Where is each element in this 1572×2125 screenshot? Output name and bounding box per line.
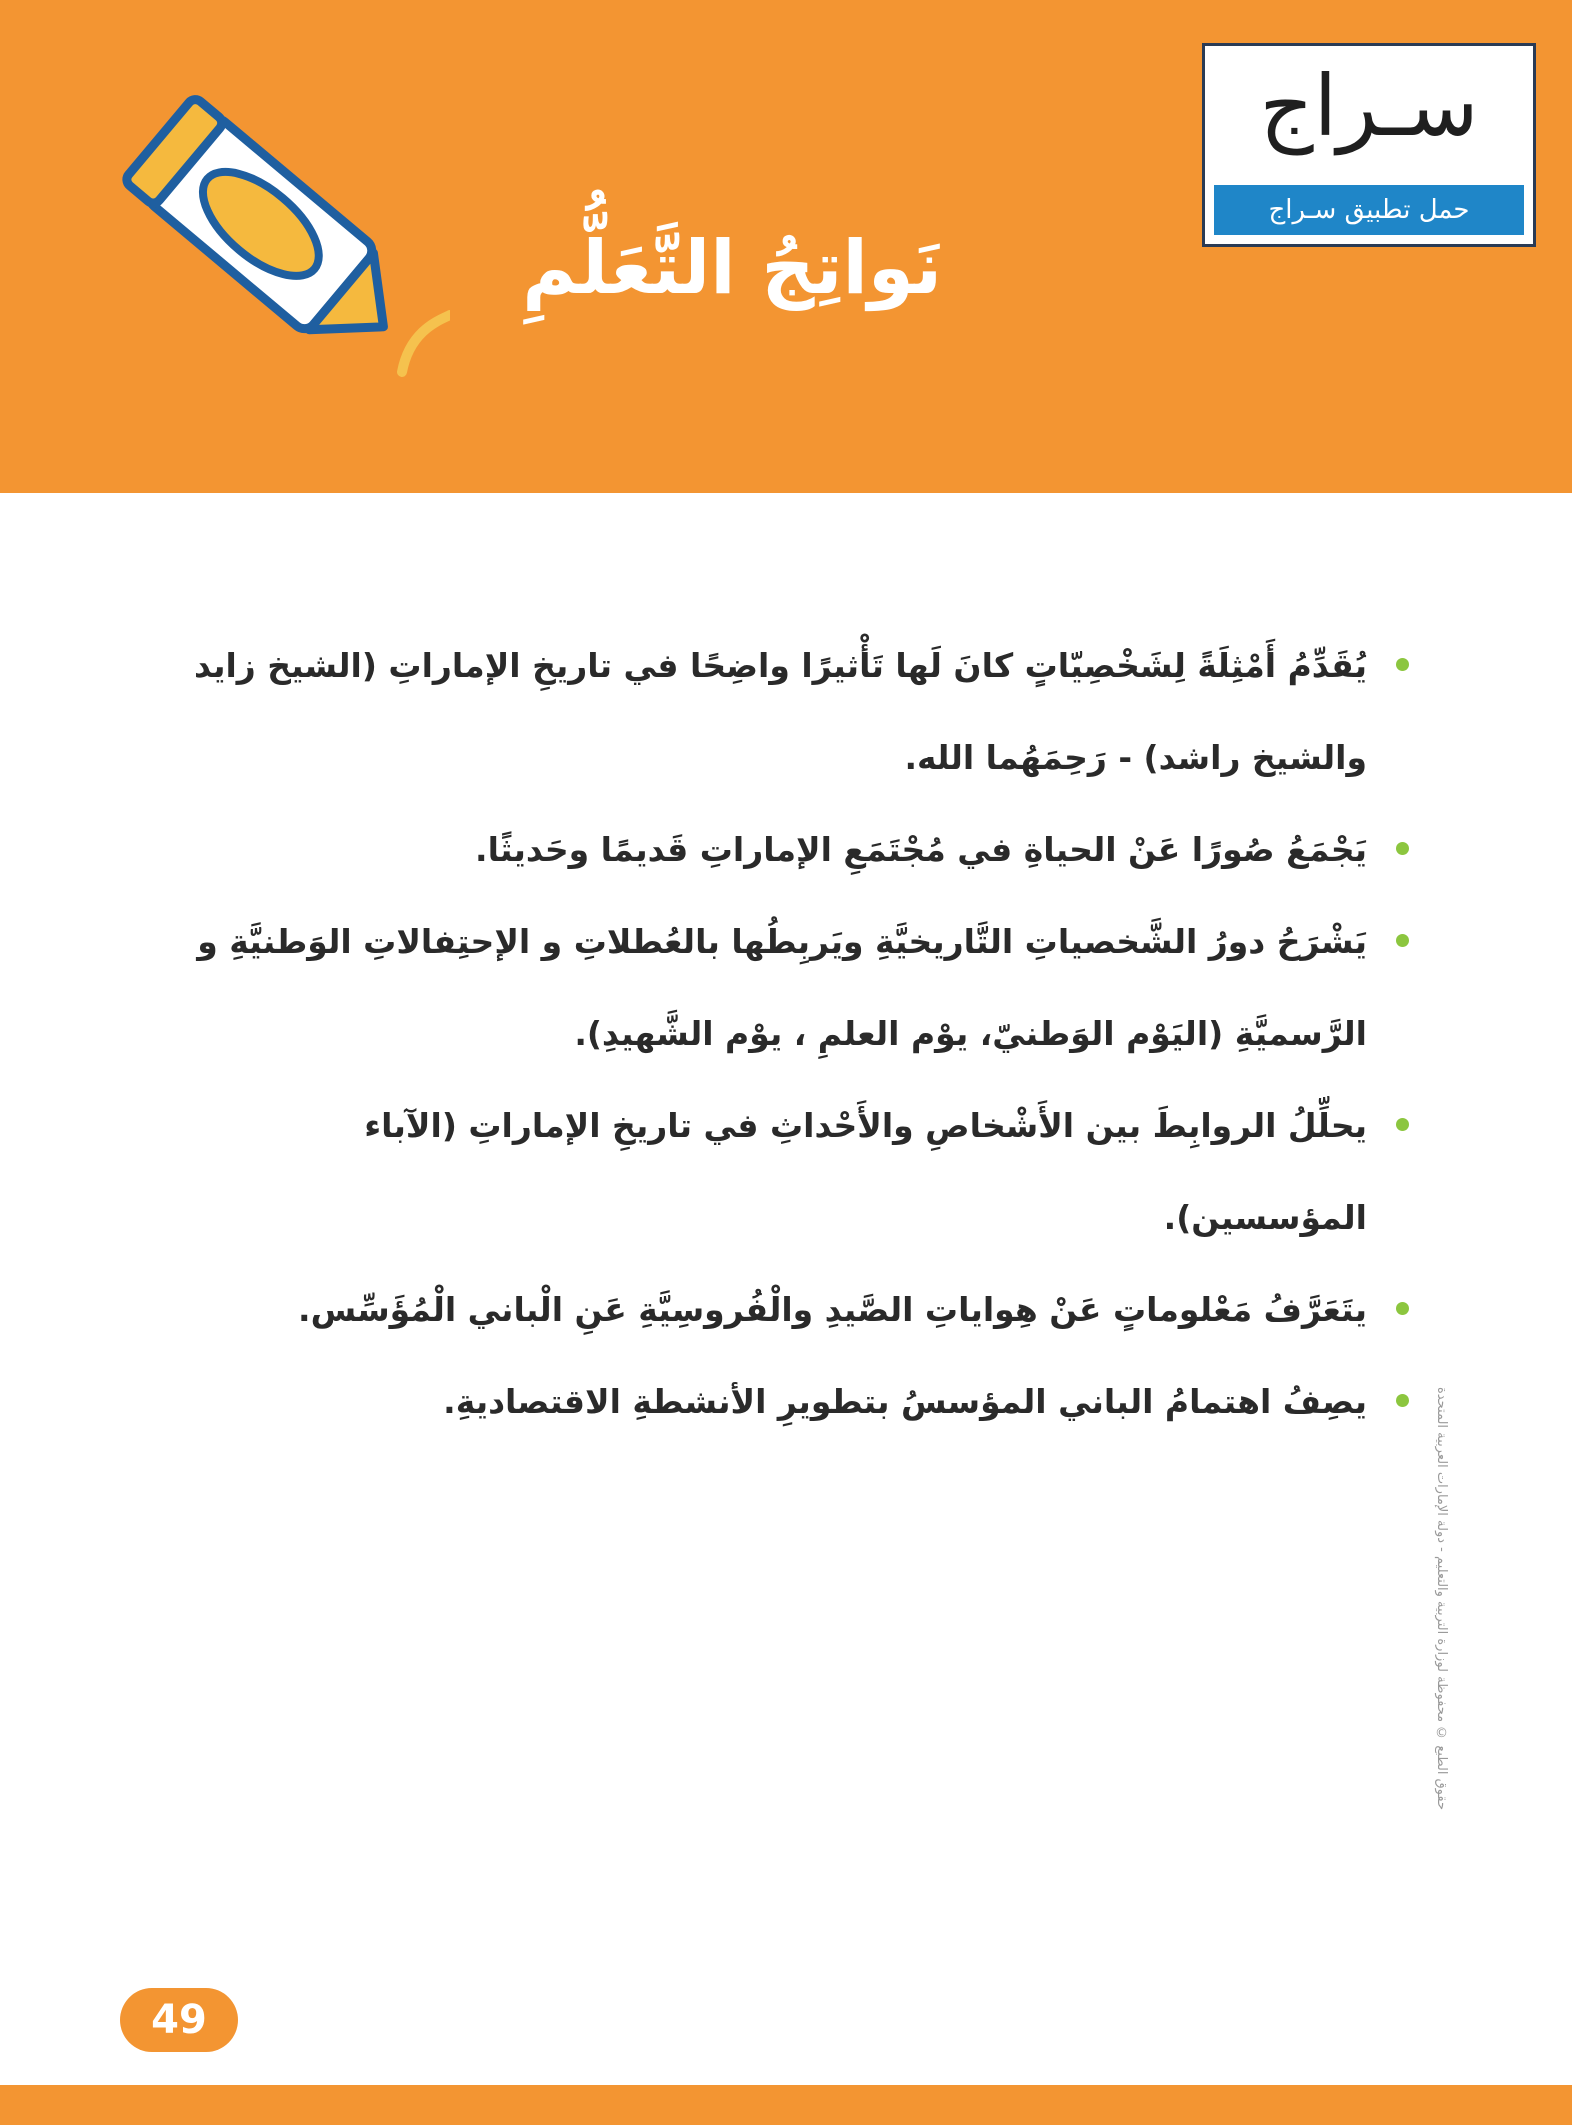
outcome-text: يتَعَرَّفُ مَعْلوماتٍ عَنْ هِواياتِ الصَّيدِ والْفُروسِيَّةِ عَنِ الْباني الْمُؤَسِّس.	[298, 1290, 1367, 1329]
page-title: نَواتِجُ التَّعَلُّمِ	[522, 225, 942, 311]
logo-wordmark: سـراج	[1259, 57, 1479, 155]
footer-band	[0, 2085, 1572, 2125]
bullet-icon	[1396, 934, 1409, 947]
outcome-text: يحلِّلُ الروابِطَ بين الأَشْخاصِ والأَحْداثِ في تاريخِ الإماراتِ (الآباء المؤسسين).	[364, 1106, 1367, 1237]
outcome-text: يُقَدِّمُ أَمْثِلَةً لِشَخْصِيّاتٍ كانَ لَها تَأْثيرًا واضِحًا في تاريخِ الإماراتِ (الشيخ زايد والشيخ راشد) - رَحِمَهُما الله.	[194, 646, 1367, 777]
page-number: 49	[120, 1988, 238, 2052]
bullet-icon	[1396, 1302, 1409, 1315]
copyright-note: حقوق الطبع © محفوظة لوزارة التربية والتعليم - دولة الإمارات العربية المتحدة	[1434, 1386, 1449, 1810]
bullet-icon	[1396, 1394, 1409, 1407]
list-item	[187, 896, 1367, 1080]
list-item	[187, 1356, 1367, 1448]
outcome-text: يَجْمَعُ صُورًا عَنْ الحياةِ في مُجْتَمَعِ الإماراتِ قَديمًا وحَديثًا.	[475, 830, 1367, 869]
learning-outcomes-list	[187, 620, 1367, 1448]
outcome-text: يَشْرَحُ دورُ الشَّخصياتِ التَّاريخيَّةِ ويَربِطُها بالعُطلاتِ و الإحتِفالاتِ الوَطنيَّةِ و الرَّسميَّةِ (اليَوْم الوَطنيّ، يوْم العلمِ ، يوْم الشَّهيدِ).	[197, 922, 1367, 1053]
list-item	[187, 1080, 1367, 1264]
siraj-logo	[1202, 43, 1536, 247]
bullet-icon	[1396, 1118, 1409, 1131]
logo-tagline: حمل تطبيق سـراج	[1214, 185, 1524, 235]
list-item	[187, 620, 1367, 804]
list-item	[187, 1264, 1367, 1356]
bullet-icon	[1396, 842, 1409, 855]
crayon-icon	[110, 80, 450, 400]
list-item	[187, 804, 1367, 896]
bullet-icon	[1396, 658, 1409, 671]
outcome-text: يصِفُ اهتمامُ الباني المؤسسُ بتطويرِ الأنشطةِ الاقتصاديةِ.	[443, 1382, 1367, 1421]
